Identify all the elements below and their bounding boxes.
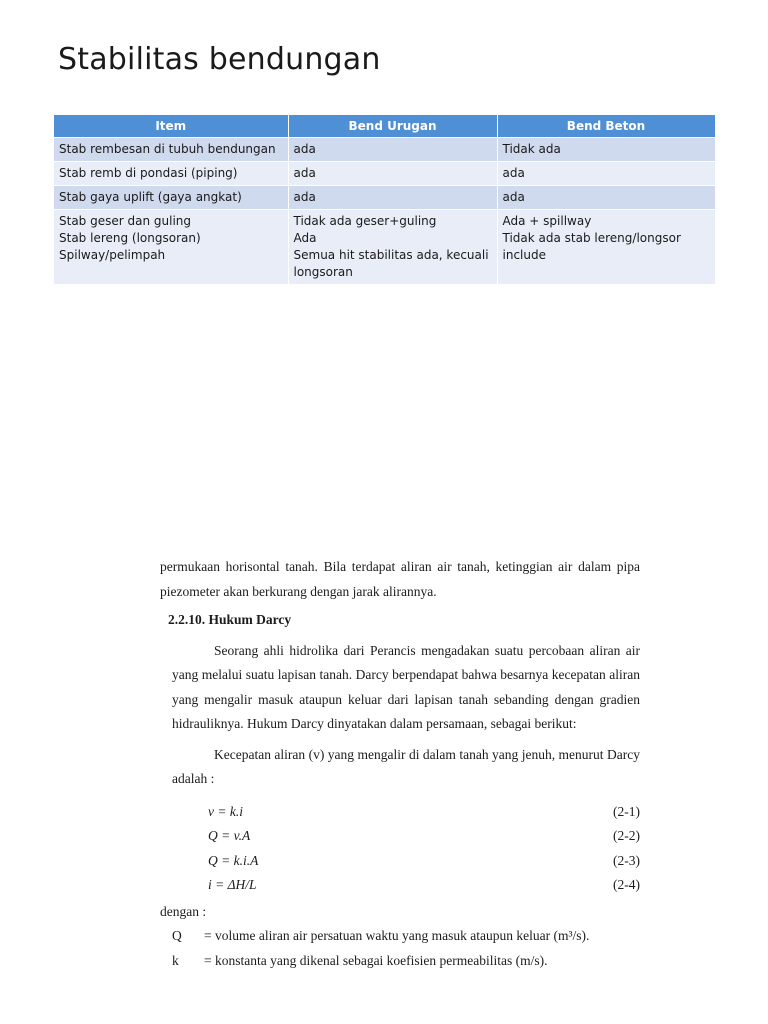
intro-paragraph: permukaan horisontal tanah. Bila terdapat aliran air tanah, ketinggian air dalam pipa piezometer akan berkurang dengan jarak alirannya. xyxy=(160,559,640,599)
cell-item: Stab gaya uplift (gaya angkat) xyxy=(54,186,288,210)
cell-urugan: Tidak ada geser+guling Ada Semua hit stabilitas ada, kecuali longsoran xyxy=(288,210,497,285)
header-item: Item xyxy=(54,115,288,138)
table-row xyxy=(54,162,715,186)
header-bend-urugan: Bend Urugan xyxy=(288,115,497,138)
table-row xyxy=(54,210,715,285)
cell-item: Stab remb di pondasi (piping) xyxy=(54,162,288,186)
table-header-row xyxy=(54,115,715,138)
cell-item: Stab geser dan guling Stab lereng (longsoran) Spilway/pelimpah xyxy=(54,210,288,285)
velocity-paragraph: Kecepatan aliran (v) yang mengalir di dalam tanah yang jenuh, menurut Darcy adalah : xyxy=(172,746,640,786)
equation-list xyxy=(160,800,640,898)
slide-title: Stabilitas bendungan xyxy=(58,42,381,77)
cell-beton: Ada + spillway Tidak ada stab lereng/longsor include xyxy=(497,210,715,285)
cell-beton: ada xyxy=(497,162,715,186)
section-heading: 2.2.10. Hukum Darcy xyxy=(168,612,292,627)
definition-item: Q = volume aliran air persatuan waktu yang masuk ataupun keluar (m³/s). xyxy=(172,928,590,943)
definition-item: k = konstanta yang dikenal sebagai koefisien permeabilitas (m/s). xyxy=(172,952,548,968)
stability-table xyxy=(54,115,716,284)
cell-beton: Tidak ada xyxy=(497,138,715,162)
darcy-paragraph: Seorang ahli hidrolika dari Perancis mengadakan suatu percobaan aliran air yang melalui suatu lapisan tanah. Darcy berpendapat bahwa besarnya kecepatan aliran yang mengalir masuk ataupun keluar dari lapisan tanah sebanding dengan gradien hidrauliknya. Hukum Darcy dinyatakan dalam persamaan, sebagai berikut: xyxy=(172,642,640,731)
cell-item: Stab rembesan di tubuh bendungan xyxy=(54,138,288,162)
header-bend-beton: Bend Beton xyxy=(497,115,715,138)
cell-urugan: ada xyxy=(288,138,497,162)
equation: Q = v.A (2-2) xyxy=(208,828,640,843)
equation: v = k.i (2-1) xyxy=(208,803,640,819)
dengan-label: dengan : xyxy=(160,903,207,919)
table-row xyxy=(54,186,715,210)
cell-urugan: ada xyxy=(288,162,497,186)
cell-urugan: ada xyxy=(288,186,497,210)
scanned-book-excerpt xyxy=(160,555,640,1024)
table-row xyxy=(54,138,715,162)
definition-list xyxy=(160,924,640,973)
equation: i = ΔH/L (2-4) xyxy=(208,877,640,892)
equation: Q = k.i.A (2-3) xyxy=(208,852,640,868)
cell-beton: ada xyxy=(497,186,715,210)
